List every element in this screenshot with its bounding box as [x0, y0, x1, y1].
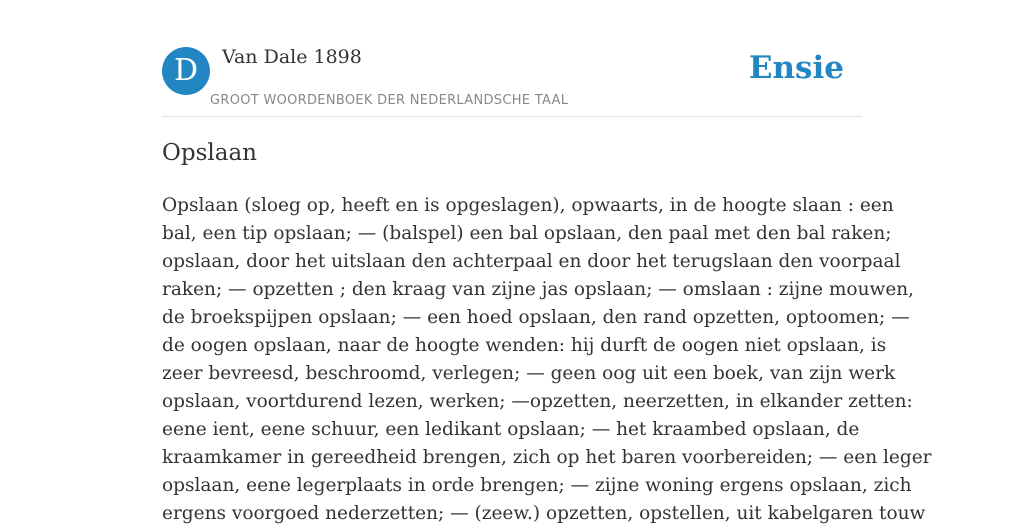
- dictionary-logo-badge[interactable]: D: [162, 47, 210, 95]
- dictionary-subtitle: GROOT WOORDENBOEK DER NEDERLANDSCHE TAAL: [210, 93, 569, 108]
- definition-line: bal, een tip opslaan; — (balspel) een bal opslaan, den paal met den bal raken;: [162, 223, 892, 244]
- entry-title: Opslaan: [162, 140, 257, 166]
- definition-line: opslaan, door het uitslaan den achterpaal en door het terugslaan den voorpaal: [162, 251, 901, 272]
- definition-line: zeer bevreesd, beschroomd, verlegen; — geen oog uit een boek, van zijn werk: [162, 363, 896, 384]
- dictionary-header: [162, 44, 862, 117]
- definition-line: ergens voorgoed nederzetten; — (zeew.) opzetten, opstellen, uit kabelgaren touw: [162, 503, 926, 524]
- entry-definition: [162, 192, 932, 528]
- definition-line: Opslaan (sloeg op, heeft en is opgeslagen), opwaarts, in de hoogte slaan : een: [162, 195, 894, 216]
- definition-line: raken; — opzetten ; den kraag van zijne jas opslaan; — omslaan : zijne mouwen,: [162, 279, 915, 300]
- definition-line: opslaan, voortdurend lezen, werken; —opzetten, neerzetten, in elkander zetten:: [162, 391, 913, 412]
- definition-line: opslaan, eene legerplaats in orde brengen; — zijne woning ergens opslaan, zich: [162, 475, 912, 496]
- definition-line: de oogen opslaan, naar de hoogte wenden: hij durft de oogen niet opslaan, is: [162, 335, 887, 356]
- definition-line: de broekspijpen opslaan; — een hoed opslaan, den rand opzetten, optoomen; —: [162, 307, 910, 328]
- definition-line: eene ient, eene schuur, een ledikant opslaan; — het kraambed opslaan, de: [162, 419, 860, 440]
- definition-line: kraamkamer in gereedheid brengen, zich op het baren voorbereiden; — een leger: [162, 447, 932, 468]
- dictionary-title[interactable]: Van Dale 1898: [222, 46, 362, 68]
- ensie-logo-link[interactable]: Ensie: [748, 50, 844, 86]
